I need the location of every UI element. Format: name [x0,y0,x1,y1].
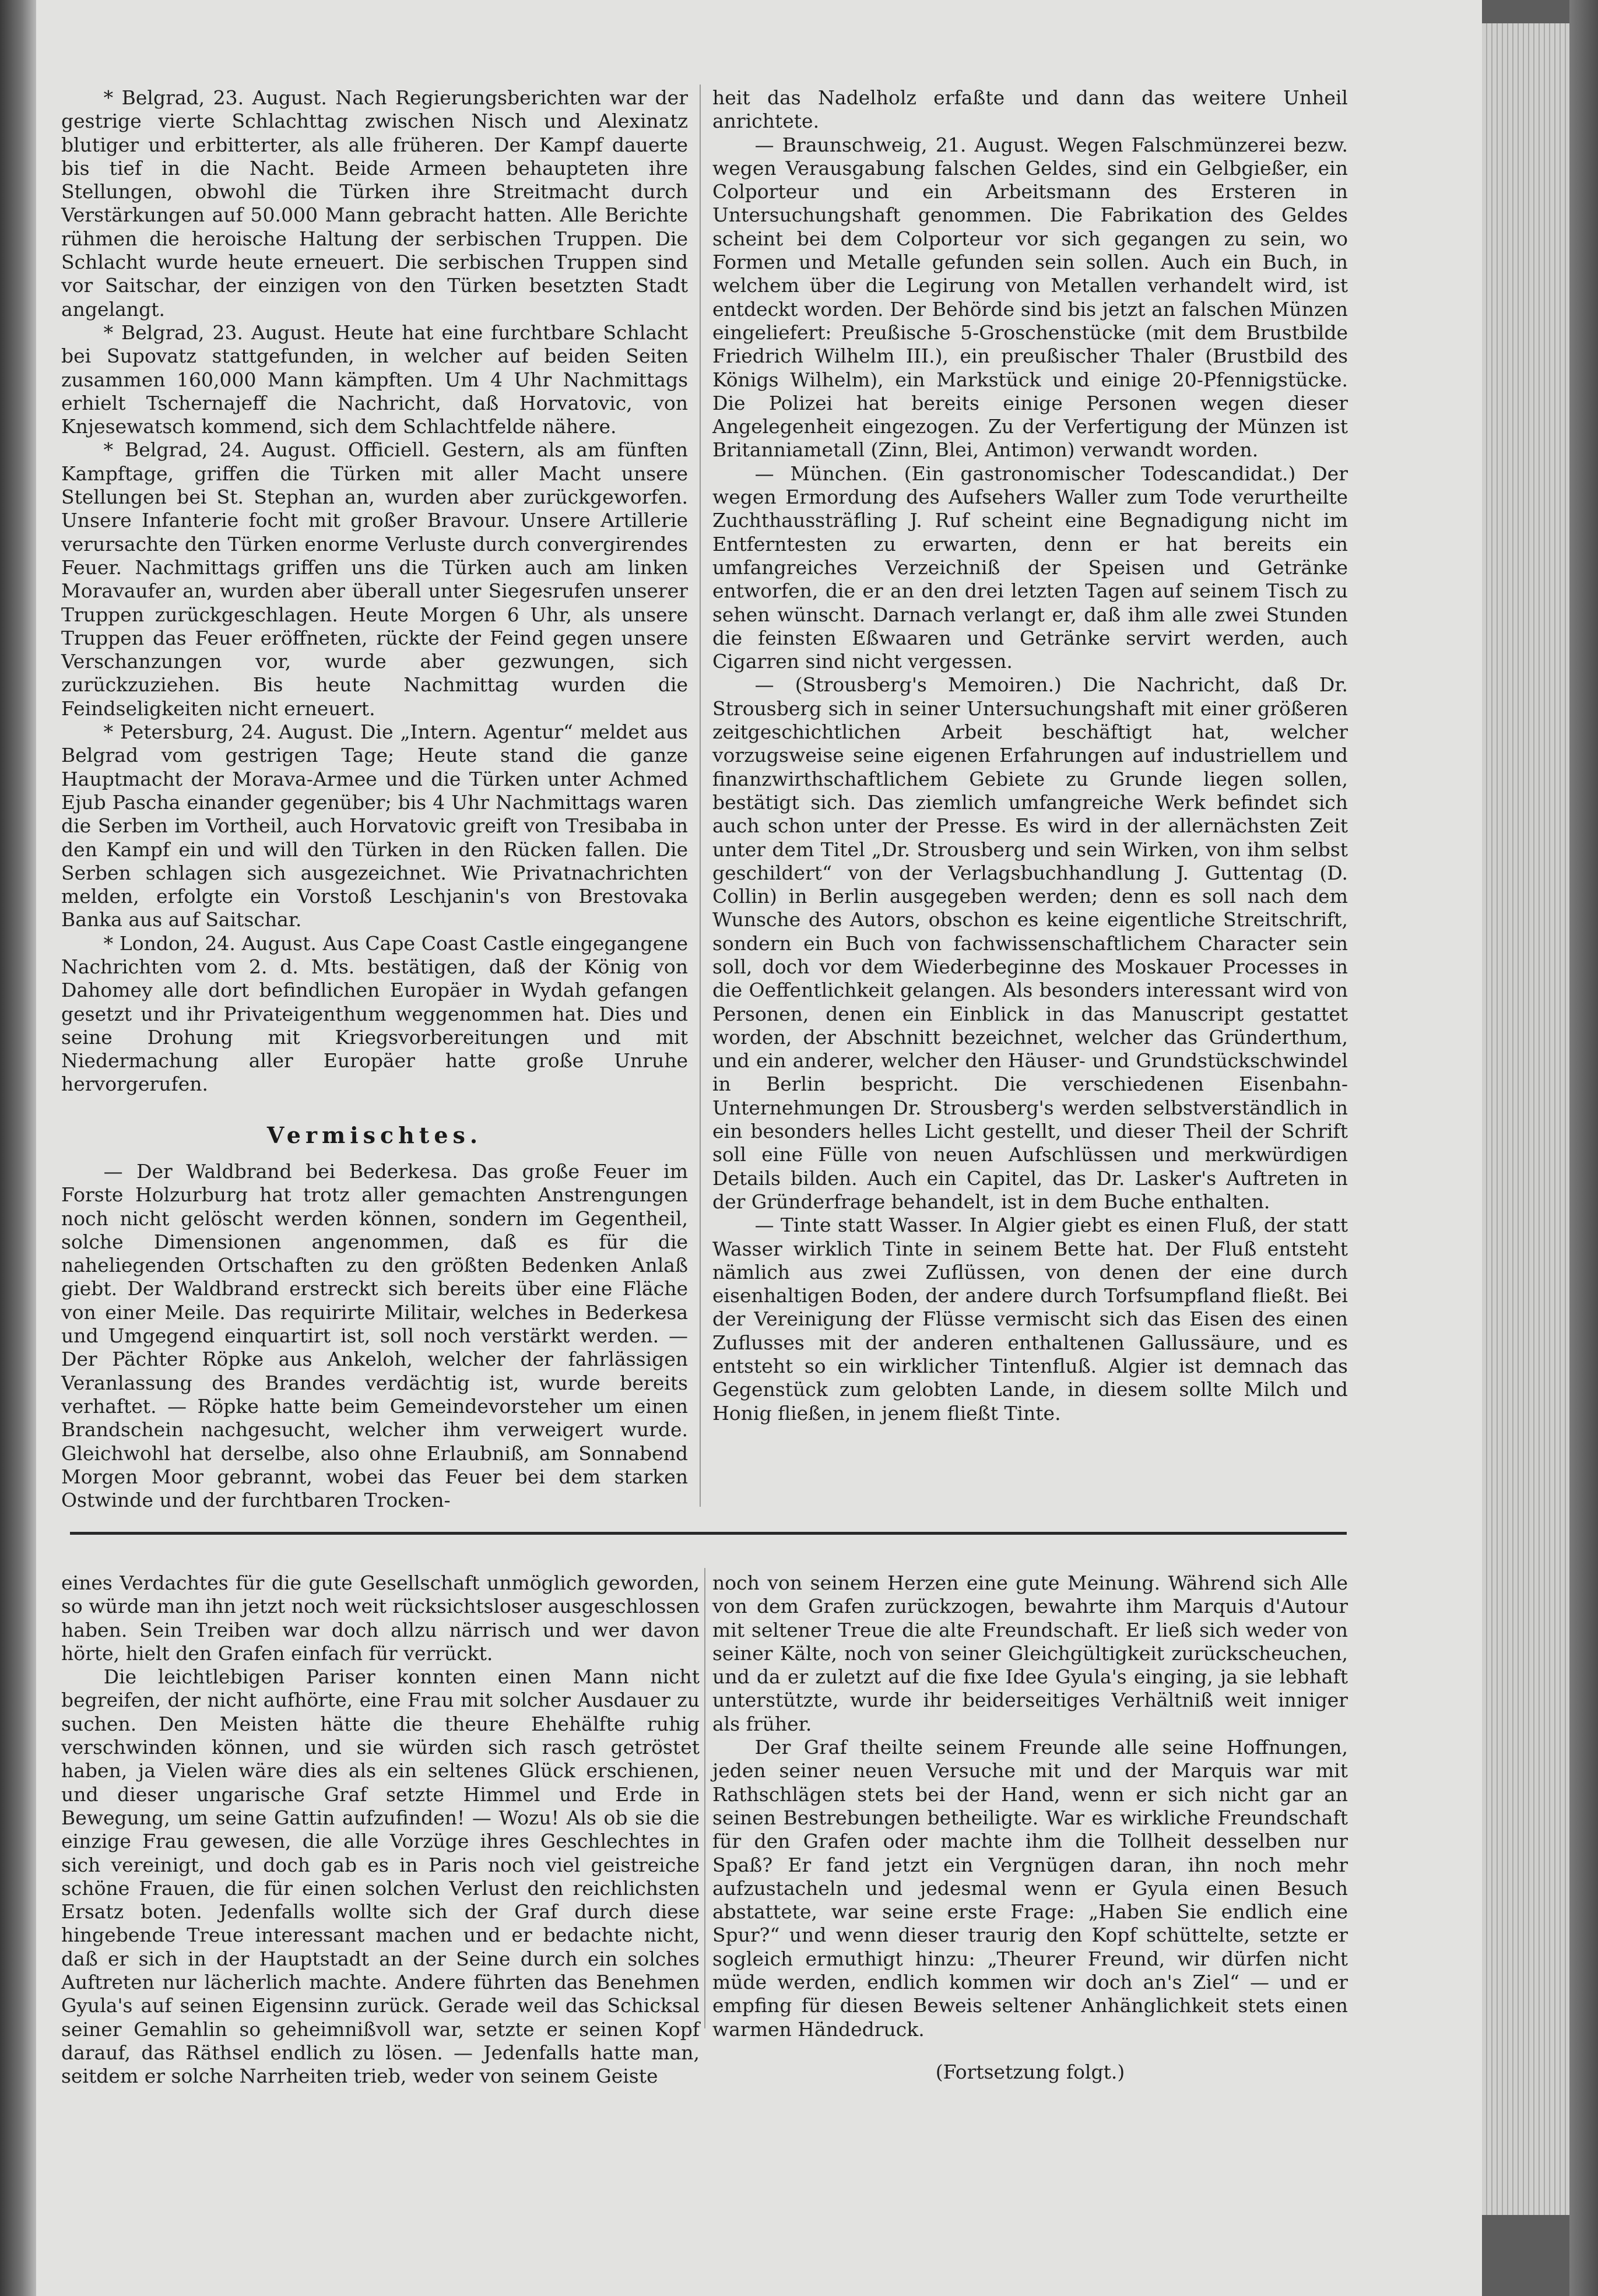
feuilleton-paragraph: Die leichtlebigen Pariser konnten einen Mann nicht begreifen, der nicht aufhörte, eine Frau mit solcher Ausdauer zu suchen. Den Meisten hätte die theure Ehehälfte ruhig verschwinden können, und sie würden sich rasch getröstet haben, ja Vielen wäre dies als ein seltenes Glück erschienen, und dieser ungarische Graf setzte Himmel und Erde in Bewegung, um seine Gattin aufzufinden! — Wozu! Als ob sie die einzige Frau gewesen, die alle Vorzüge ihres Geschlechtes in sich vereinigt, und doch gab es in Paris noch viel geistreiche schöne Frauen, die für einen solchen Verlust den reichlichsten Ersatz boten. Jedenfalls wollte sich der Graf durch diese hingebende Treue interessant machen und er bedachte nicht, daß er sich in der Hauptstadt an der Seine durch ein solches Auftreten nur lächerlich machte. Andere führten das Benehmen Gyula's auf seinen Eigensinn zurück. Gerade weil das Schicksal seiner Gemahlin so geheimnißvoll war, setzte er seinen Kopf darauf, das Räthsel endlich zu lösen. — Jedenfalls hatte man, seitdem er solche Narrheiten trieb, weder von seinem Geiste [61,1665,700,2088]
continued-note: (Fortsetzung folgt.) [935,2061,1125,2083]
section-heading-vermischtes: Vermischtes. [266,1122,483,1148]
article-tinte-statt-wasser: — Tinte statt Wasser. In Algier giebt es einen Fluß, der statt Wasser wirklich Tinte in seinem Bette hat. Der Fluß entsteht nämlich aus zwei Zuflüssen, von denen der eine durch eisenhaltigen Boden, der andere durch Torfsumpfland fließt. Bei der Vereinigung der Flüsse vermischt sich das Eisen des einen Zuflusses mit der anderen enthaltenen Gallussäure, und es entsteht so ein wirklicher Tintenfluß. Algier ist demnach das Gegenstück zum gelobten Lande, in diesem sollte Milch und Honig fließen, in jenem fließt Tinte. [712,1214,1348,1425]
article-strousberg: — (Strousberg's Memoiren.) Die Nachricht, daß Dr. Strousberg sich in seiner Untersuchungshaft mit einer größeren zeitgeschichtlichen Arbeit beschäftigt hat, welcher vorzugsweise seine eigenen Erfahrungen auf industriellem und finanzwirthschaftlichem Gebiete zu Grunde liegen sollen, bestätigt sich. Das ziemlich umfangreiche Werk befindet sich auch schon unter der Presse. Es wird in der allernächsten Zeit unter dem Titel „Dr. Strousberg und sein Wirken, von ihm selbst geschildert“ von der Verlagsbuchhandlung J. Guttentag (D. Collin) in Berlin ausgegeben werden; denn es soll nach dem Wunsche des Autors, obschon es keine eigentliche Streitschrift, sondern ein Buch von fachwissenschaftlichem Character sein soll, doch vor dem Wiederbeginne des Moskauer Processes in die Oeffentlichkeit gelangen. Als besonders interessant wird von Personen, denen ein Einblick in das Manuscript gestattet worden, der Abschnitt bezeichnet, welcher das Gründerthum, und ein anderer, welcher den Häuser- und Grundstückschwindel in Berlin bespricht. Die verschiedenen Eisenbahn-Unternehmungen Dr. Strousberg's werden selbstverständlich in ein besonders helles Licht gestellt, und dieser Theil der Schrift soll eine Fülle von neuen Aufschlüssen und merkwürdigen Details bilden. Auch ein Capitel, das Dr. Lasker's Auftreten in der Gründerfrage behandelt, ist in dem Buche enthalten. [712,673,1348,1213]
news-item-belgrad-2: * Belgrad, 23. August. Heute hat eine furchtbare Schlacht bei Supovatz stattgefunden, in welcher auf beiden Seiten zusammen 160,000 Mann kämpften. Um 4 Uhr Nachmittags erhielt Tschernajeff die Nachricht, daß Horvatovic, von Knjesewatsch kommend, sich dem Schlachtfelde nähere. [61,321,688,438]
feuilleton-column-divider [704,1568,705,2028]
news-column-left [61,86,688,1096]
feuilleton-paragraph: noch von seinem Herzen eine gute Meinung. Während sich Alle von dem Grafen zurückzogen, bewahrte ihm Marquis d'Autour mit seltener Treue die alte Freundschaft. Er ließ sich weder von seiner Kälte, noch von seiner Gleichgültigkeit zurückscheuchen, und da er zuletzt auf die fixe Idee Gyula's einging, ja sie lebhaft unterstützte, wurde ihr beiderseitiges Verhältniß weit inniger als früher. [712,1571,1348,1735]
page-shadow [1569,0,1598,2296]
article-muenchen: — München. (Ein gastronomischer Todescandidat.) Der wegen Ermordung des Aufsehers Waller zum Tode verurtheilte Zuchthaussträfling J. Ruf scheint eine Begnadigung nicht im Entferntesten zu erwarten, denn er hat bereits ein umfangreiches Verzeichniß der Speisen und Getränke entworfen, die er an den drei letzten Tagen auf seinem Tisch zu sehen wünscht. Darnach verlangt er, daß ihm alle zwei Stunden die feinsten Eßwaaren und Getränke servirt werden, auch Cigarren sind nicht vergessen. [712,462,1348,673]
vermischtes-column-right [712,86,1348,1425]
feuilleton-paragraph: Der Graf theilte seinem Freunde alle seine Hoffnungen, jeden seiner neuen Versuche mit und der Marquis war mit Rathschlägen stets bei der Hand, wenn er sich nicht gar an seinen Bestrebungen betheiligte. War es wirkliche Freundschaft für den Grafen oder machte ihm die Tollheit desselben nur Spaß? Er fand jetzt ein Vergnügen daran, ihn noch mehr aufzustacheln und jedesmal wenn er Gyula einen Besuch abstattete, war seine erste Frage: „Haben Sie endlich eine Spur?“ und wenn dieser traurig den Kopf schüttelte, setzte er sogleich ermuthigt hinzu: „Theurer Freund, wir dürfen nicht müde werden, endlich kommen wir doch an's Ziel“ — und er empfing für diesen Beweis seltener Anhänglichkeit stets einen warmen Händedruck. [712,1736,1348,2041]
vermischtes-column-left [61,1160,688,1512]
news-item-belgrad-3: * Belgrad, 24. August. Officiell. Gestern, als am fünften Kampftage, griffen die Türken mit aller Macht unsere Stellungen bei St. Stephan an, wurden aber zurückgeworfen. Unsere Infanterie focht mit großer Bravour. Unsere Artillerie verursachte den Türken enorme Verluste durch convergirendes Feuer. Nachmittags griffen uns die Türken auch am linken Moravaufer an, wurden aber überall unter Siegesrufen unserer Truppen zurückgeschlagen. Heute Morgen 6 Uhr, als unsere Truppen das Feuer eröffneten, rückte der Feind gegen unsere Verschanzungen vor, wurde aber gezwungen, sich zurückzuziehen. Bis heute Nachmittag wurden die Feindseligkeiten nicht erneuert. [61,438,688,720]
book-binding-shadow [0,0,36,2296]
article-waldbrand-continued: heit das Nadelholz erfaßte und dann das weitere Unheil anrichtete. [712,86,1348,133]
feuilleton-paragraph: eines Verdachtes für die gute Gesellschaft unmöglich geworden, so würde man ihn jetzt noch weit rücksichtsloser ausgeschlossen haben. Sein Treiben war doch allzu närrisch und wer davon hörte, hielt den Grafen einfach für verrückt. [61,1571,700,1665]
news-item-petersburg: * Petersburg, 24. August. Die „Intern. Agentur“ meldet aus Belgrad vom gestrigen Tage; Heute stand die ganze Hauptmacht der Morava-Armee und die Türken unter Achmed Ejub Pascha einander gegenüber; bis 4 Uhr Nachmittags waren die Serben im Vortheil, auch Horvatovic greift von Tresibaba in den Kampf ein und will den Türken in den Rücken fallen. Die Serben schlagen sich ausgezeichnet. Wie Privatnachrichten melden, erfolgte ein Vorstoß Leschjanin's von Brestovaka Banka aus auf Saitschar. [61,720,688,931]
feuilleton-separator-rule [70,1532,1347,1535]
column-divider [700,85,701,1507]
feuilleton-column-left [61,1571,700,2088]
page-stack-edge [1482,23,1569,2215]
article-waldbrand: — Der Waldbrand bei Bederkesa. Das große Feuer im Forste Holzurburg hat trotz aller gemachten Anstrengungen noch nicht gelöscht werden können, sondern im Gegentheil, solche Dimensionen angenommen, daß es für die naheliegenden Ortschaften zu den größten Bedenken Anlaß giebt. Der Waldbrand erstreckt sich bereits über eine Fläche von einer Meile. Das requirirte Militair, welches in Bederkesa und Umgegend einquartirt ist, soll noch verstärkt werden. — Der Pächter Röpke aus Ankeloh, welcher der fahrlässigen Veranlassung des Brandes verdächtig ist, wurde bereits verhaftet. — Röpke hatte beim Gemeindevorsteher um einen Brandschein nachgesucht, welcher ihm verweigert wurde. Gleichwohl hat derselbe, also ohne Erlaubniß, am Sonnabend Morgen Moor gebrannt, wobei das Feuer bei dem starken Ostwinde und der furchtbaren Trocken- [61,1160,688,1512]
article-braunschweig: — Braunschweig, 21. August. Wegen Falschmünzerei bezw. wegen Verausgabung falschen Geldes, sind ein Gelbgießer, ein Colporteur und ein Arbeitsmann des Ersteren in Untersuchungshaft genommen. Die Fabrikation des Geldes scheint bei dem Colporteur vor sich gegangen zu sein, wo Formen und Metalle gefunden sein sollen. Auch ein Buch, in welchem über die Legirung von Metallen verhandelt wird, ist entdeckt worden. Der Behörde sind bis jetzt an falschen Münzen eingeliefert: Preußische 5-Groschenstücke (mit dem Brustbilde Friedrich Wilhelm III.), ein preußischer Thaler (Brustbild des Königs Wilhelm), ein Markstück und einige 20-Pfennigstücke. Die Polizei hat bereits einige Personen wegen dieser Angelegenheit eingezogen. Zu der Verfertigung der Münzen ist Britanniametall (Zinn, Blei, Antimon) verwandt worden. [712,133,1348,462]
news-item-london: * London, 24. August. Aus Cape Coast Castle eingegangene Nachrichten vom 2. d. Mts. bestätigen, daß der König von Dahomey alle dort befindlichen Europäer in Wydah gefangen gesetzt und ihr Privateigenthum weggenommen hat. Dies und seine Drohung mit Kriegsvorbereitungen und mit Niedermachung aller Europäer hatte große Unruhe hervorgerufen. [61,931,688,1096]
feuilleton-column-right [712,1571,1348,2041]
news-item-belgrad-1: * Belgrad, 23. August. Nach Regierungsberichten war der gestrige vierte Schlachttag zwischen Nisch und Alexinatz blutiger und erbitterter, als alle früheren. Der Kampf dauerte bis tief in die Nacht. Beide Armeen behaupteten ihre Stellungen, obwohl die Türken ihre Streitmacht durch Verstärkungen auf 50.000 Mann gebracht hatten. Alle Berichte rühmen die heroische Haltung der serbischen Truppen. Die Schlacht wurde heute erneuert. Die serbischen Truppen sind vor Saitschar, der einzigen von den Türken besetzten Stadt angelangt. [61,86,688,321]
